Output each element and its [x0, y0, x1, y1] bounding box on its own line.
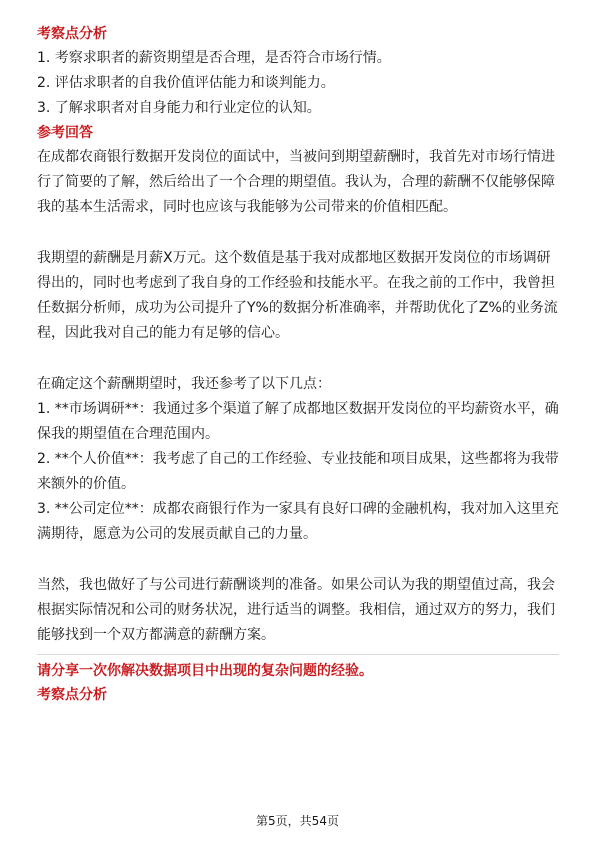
answer-paragraph: 在确定这个薪酬期望时，我还参考了以下几点： [37, 376, 331, 392]
page-content [37, 22, 559, 707]
section-heading-analysis: 考察点分析 [37, 26, 107, 42]
section-heading-analysis-next: 考察点分析 [37, 687, 107, 703]
answer-paragraph: 在成都农商银行数据开发岗位的面试中，当被问到期望薪酬时，我首先对市场行情进行了简要的了解，然后给出了一个合理的期望值。我认为，合理的薪酬不仅能够保障我的基本生活需求，同时也应该与我能够为公司带来的价值相匹配。 [37, 149, 555, 215]
answer-list-item: 3. **公司定位**：成都农商银行作为一家具有良好口碑的金融机构，我对加入这里充满期待，愿意为公司的发展贡献自己的力量。 [37, 501, 559, 542]
analysis-item: 1. 考察求职者的薪资期望是否合理，是否符合市场行情。 [37, 50, 391, 66]
answer-list-item: 1. **市场调研**：我通过多个渠道了解了成都地区数据开发岗位的平均薪资水平，确保我的期望值在合理范围内。 [37, 401, 559, 442]
answer-paragraph: 当然，我也做好了与公司进行薪酬谈判的准备。如果公司认为我的期望值过高，我会根据实际情况和公司的财务状况，进行适当的调整。我相信，通过双方的努力，我们能够找到一个双方都满意的薪酬方案。 [37, 577, 555, 643]
answer-list-item: 2. **个人价值**：我考虑了自己的工作经验、专业技能和项目成果，这些都将为我带来额外的价值。 [37, 451, 559, 492]
next-question: 请分享一次你解决数据项目中出现的复杂问题的经验。 [37, 663, 373, 679]
analysis-item: 3. 了解求职者对自身能力和行业定位的认知。 [37, 100, 321, 116]
analysis-item: 2. 评估求职者的自我价值评估能力和谈判能力。 [37, 75, 335, 91]
section-heading-reference-answer: 参考回答 [37, 125, 93, 141]
page-number: 第5页，共54页 [256, 814, 339, 828]
section-divider [37, 654, 559, 655]
answer-paragraph: 我期望的薪酬是月薪X万元。这个数值是基于我对成都地区数据开发岗位的市场调研得出的，同时也考虑到了我自身的工作经验和技能水平。在我之前的工作中，我曾担任数据分析师，成功为公司提升了Y%的数据分析准确率，并帮助优化了Z%的业务流程，因此我对自己的能力有足够的信心。 [37, 250, 558, 341]
